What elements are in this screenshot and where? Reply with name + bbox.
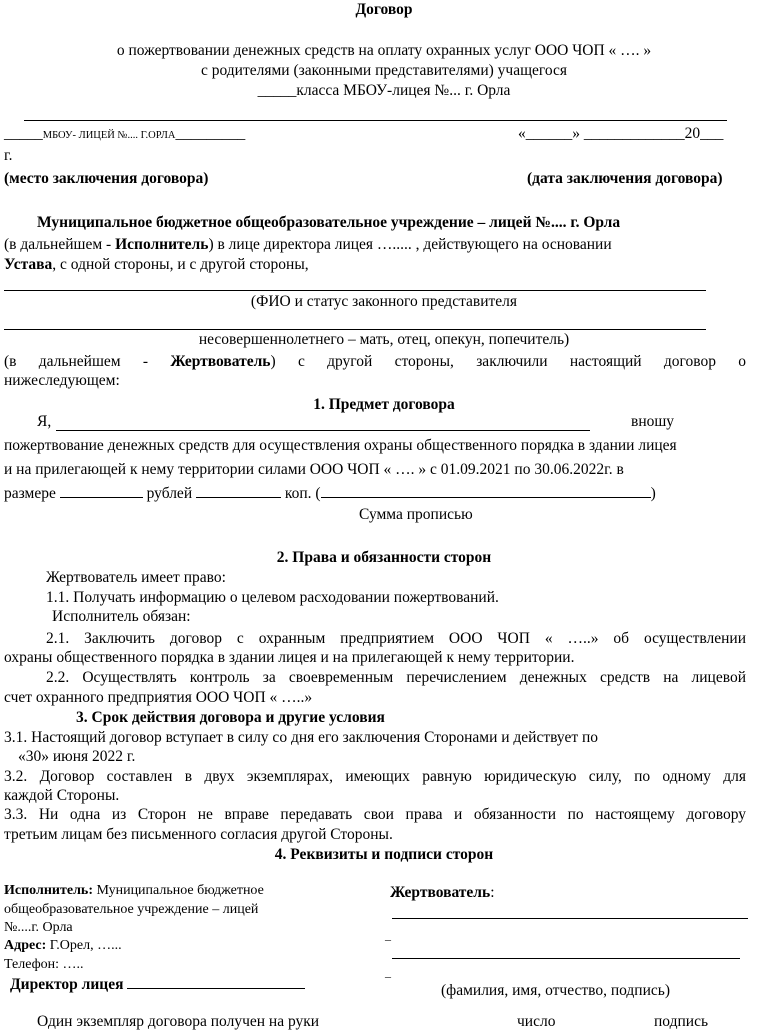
place-line: _____МБОУ- ЛИЦЕЙ №.... Г.ОРЛА_________ <box>4 125 246 142</box>
subtitle-line-3 <box>0 82 768 100</box>
subtitle-line-1: о пожертвовании денежных средств на оплату охранных услуг ООО ЧОП « …. » <box>116 42 652 59</box>
executor-details-line-3: №....г. Орла <box>4 920 73 935</box>
donor-fill-line-2 <box>392 958 740 959</box>
item-3-1-line-2: «30» июня 2022 г. <box>18 748 136 765</box>
item-3-2-line-2: каждой Стороны. <box>4 787 120 804</box>
section-4-heading: 4. Реквизиты и подписи сторон <box>274 846 494 863</box>
donor-fill-line-1 <box>392 918 748 919</box>
amount-in-words-fill-field <box>321 484 651 498</box>
document-title: Договор <box>355 1 413 18</box>
subtitle-line-2: с родителями (законными представителями) учащегося <box>200 62 568 79</box>
item-2-1-line-2: охраны общественного порядка в здании лицея и на прилегающей к нему территории. <box>4 649 575 666</box>
donor-dash-1: _ <box>385 928 391 942</box>
place-caption: (место заключения договора) <box>4 170 209 187</box>
item-3-1-line-1: 3.1. Настоящий договор вступает в силу со дня его заключения Сторонами и действует по <box>4 729 599 746</box>
section-2-heading: 2. Права и обязанности сторон <box>276 549 492 566</box>
preamble-line-1: (в дальнейшем - Исполнитель) в лице директора лицея …..... , действующего на основании <box>4 236 612 253</box>
executor-label: Исполнитель: <box>4 883 93 898</box>
class-text: класса МБОУ-лицея №... г. Орла <box>296 82 511 99</box>
item-2-2-line-1: 2.2. Осуществлять контроль за своевременным перечислением денежных средств на лицевой <box>46 669 746 686</box>
vnoshu-label: вношу <box>631 413 675 430</box>
preamble-line-2: Устава, с одной стороны, и с другой стороны, <box>4 256 309 273</box>
item-2-1-line-1: 2.1. Заключить договор с охранным предприятием ООО ЧОП « …..» об осуществлении <box>46 630 746 647</box>
director-signature-field <box>127 975 305 989</box>
donor-term: Жертвователь <box>170 353 271 370</box>
executor-address: Адрес: Г.Орел, …... <box>4 938 122 953</box>
donor-rights-label: Жертвователь имеет право: <box>46 569 226 586</box>
amount-line: размере рублей коп. ( ) <box>4 485 656 502</box>
status-fill-line <box>4 329 706 330</box>
item-2-2-line-2: счет охранного предприятия ООО ЧОП « …..» <box>4 689 313 706</box>
preamble-line-4: нижеследующем: <box>4 372 120 389</box>
ya-label: Я, <box>37 413 52 430</box>
class-blank: _____ <box>257 82 297 99</box>
director-signature-line: Директор лицея <box>10 975 305 994</box>
section-3-heading: 3. Срок действия договора и другие условия <box>76 709 385 726</box>
date-line: «______» _____________20___ <box>518 125 724 142</box>
date-caption: (дата заключения договора) <box>527 170 723 187</box>
item-3-3-line-2: третьим лицам без письменного согласия другой Стороны. <box>4 826 393 843</box>
section-1-line-2: пожертвование денежных средств для осуществления охраны общественного порядка в здании лицея <box>4 437 677 454</box>
item-1-1: 1.1. Получать информацию о целевом расходовании пожертвований. <box>46 589 499 606</box>
executor-details-line-2: общеобразовательное учреждение – лицей <box>4 902 259 917</box>
amount-in-words-caption: Сумма прописью <box>359 506 473 523</box>
date-caption-footer: число <box>517 1013 556 1030</box>
charter-term: Устава <box>4 256 53 273</box>
executor-phone: Телефон: ….. <box>4 957 84 972</box>
executor-term: Исполнитель <box>115 236 209 253</box>
donor-signature-caption: (фамилия, имя, отчество, подпись) <box>441 982 671 999</box>
executor-details-line-1: Исполнитель: Муниципальное бюджетное <box>4 883 264 898</box>
organization-name: Муниципальное бюджетное общеобразовательное учреждение – лицей №.... г. Орла <box>37 214 621 231</box>
section-1-heading: 1. Предмет договора <box>313 396 455 413</box>
executor-duties-label: Исполнитель обязан: <box>52 608 191 625</box>
preamble-line-3: (в дальнейшем - Жертвователь) с другой стороны, заключили настоящий договор о <box>4 353 746 370</box>
signature-caption-footer: подпись <box>654 1013 709 1030</box>
donor-signature-label: Жертвователь: <box>390 884 495 901</box>
section-1-line-3: и на прилегающей к нему территории силами ООО ЧОП « …. » с 01.09.2021 по 30.06.2022г. в <box>4 461 624 478</box>
donor-dash-2: _ <box>385 965 391 979</box>
fio-caption: (ФИО и статус законного представителя <box>250 293 518 310</box>
separator-line <box>24 120 727 121</box>
year-suffix: г. <box>4 147 13 164</box>
kopecks-fill-field <box>196 484 281 498</box>
item-3-2-line-1: 3.2. Договор составлен в двух экземплярах, имеющих равную юридическую силу, по одному для <box>4 768 746 785</box>
donor-name-fill-line <box>56 430 590 431</box>
fio-fill-line <box>4 290 706 291</box>
copy-received-text: Один экземпляр договора получен на руки <box>37 1013 320 1030</box>
item-3-3-line-1: 3.3. Ни одна из Сторон не вправе передавать свои права и обязанности по настоящему договору <box>4 806 746 823</box>
rubles-fill-field <box>60 484 143 498</box>
status-caption: несовершеннолетнего – мать, отец, опекун, попечитель) <box>198 331 570 348</box>
place-value: МБОУ- ЛИЦЕЙ №.... Г.ОРЛА <box>42 130 176 141</box>
